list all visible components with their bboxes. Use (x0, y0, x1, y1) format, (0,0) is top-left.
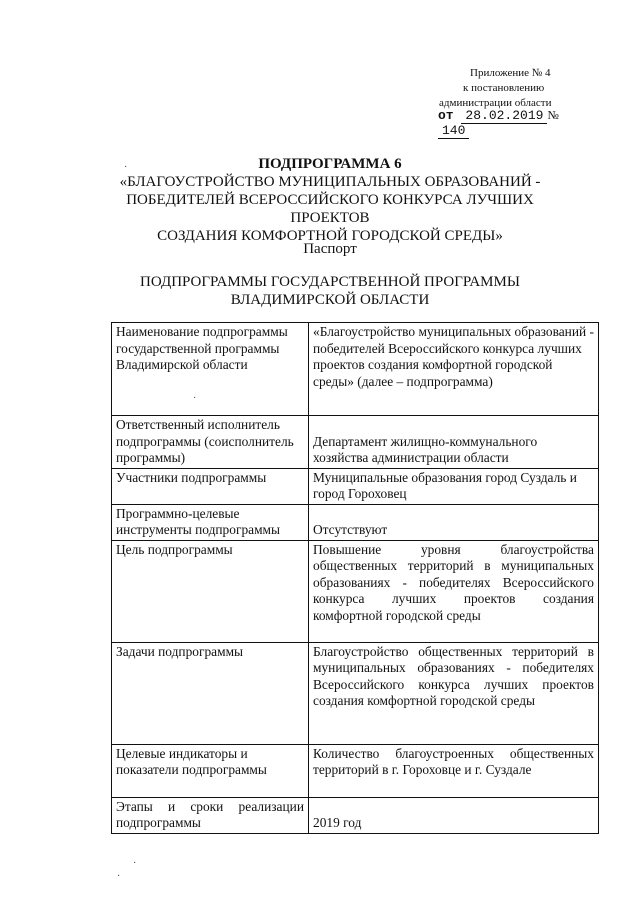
row-label: Участники подпрограммы (112, 468, 309, 504)
row-value: Муниципальные образования город Суздаль и город Гороховец (309, 468, 599, 504)
row-value: «Благоустройство муниципальных образований - победителей Всероссийского конкурса лучших проектов создания комфортной городской среды» (далее – подпрограмма) (309, 323, 599, 416)
table-row (112, 540, 599, 642)
row-value: Благоустройство общественных территорий в муниципальных образованиях - победителях Всероссийского конкурса лучших проектов создания комфортной городской среды (309, 642, 599, 744)
passport-heading: Паспорт (303, 241, 357, 257)
scan-speck: · (124, 162, 128, 173)
table-row (112, 744, 599, 797)
row-value (309, 504, 599, 540)
row-label: Программно-целевые инструменты подпрограммы (112, 504, 309, 540)
row-value: Повышение уровня благоустройства общественных территорий в муниципальных образованиях - победителях Всероссийского конкурса лучших проектов создания комфортной городской среды (309, 540, 599, 642)
annex-line-1: Приложение № 4 (470, 67, 551, 79)
annex-date-line (438, 108, 588, 138)
subtitle-line-2: ПОБЕДИТЕЛЕЙ ВСЕРОССИЙСКОГО КОНКУРСА ЛУЧШИХ ПРОЕКТОВ (126, 192, 534, 226)
subtitle-line-3: СОЗДАНИЯ КОМФОРТНОЙ ГОРОДСКОЙ СРЕДЫ» (157, 228, 503, 244)
row-label: Целевые индикаторы и показатели подпрограммы (112, 744, 309, 797)
row-value-text: Департамент жилищно-коммунального хозяйства администрации области (313, 433, 538, 465)
table-row (112, 797, 599, 833)
annex-from-prefix: от (438, 108, 454, 123)
annex-date: 28.02.2019 (461, 108, 547, 124)
subprogram-name (100, 173, 560, 245)
row-value (309, 797, 599, 833)
subtitle-line-1: «БЛАГОУСТРОЙСТВО МУНИЦИПАЛЬНЫХ ОБРАЗОВАНИЙ - (119, 174, 541, 190)
program-heading-line-1: ПОДПРОГРАММЫ ГОСУДАРСТВЕННОЙ ПРОГРАММЫ (140, 274, 520, 290)
annex-number-prefix: № (547, 108, 559, 122)
annex-line-3: администрации области (439, 97, 552, 109)
table-row (112, 416, 599, 469)
annex-number: 140 (438, 123, 469, 139)
program-heading (100, 273, 560, 309)
row-value (309, 416, 599, 469)
row-value: Количество благоустроенных общественных территорий в г. Гороховце и г. Суздале (309, 744, 599, 797)
table-row (112, 504, 599, 540)
scan-speck: · (193, 393, 197, 404)
row-value-text: Отсутствуют (313, 522, 388, 537)
program-heading-line-2: ВЛАДИМИРСКОЙ ОБЛАСТИ (230, 292, 430, 308)
table-row (112, 642, 599, 744)
table-row (112, 468, 599, 504)
row-label: Этапы и сроки реализации подпрограммы (112, 797, 309, 833)
scan-speck: · (117, 871, 121, 882)
row-label: Ответственный исполнитель подпрограммы (соисполнитель программы) (112, 416, 309, 469)
row-label: Наименование подпрограммы государственной программы Владимирской области (112, 323, 309, 416)
passport-table (111, 322, 599, 834)
annex-block (438, 66, 588, 138)
scan-speck: · (133, 858, 137, 869)
row-label: Цель подпрограммы (112, 540, 309, 642)
page-title: ПОДПРОГРАММА 6 (258, 156, 402, 172)
row-label: Задачи подпрограммы (112, 642, 309, 744)
annex-line-2: к постановлению (463, 82, 545, 94)
row-value-text: 2019 год (313, 815, 362, 830)
table-row (112, 323, 599, 416)
